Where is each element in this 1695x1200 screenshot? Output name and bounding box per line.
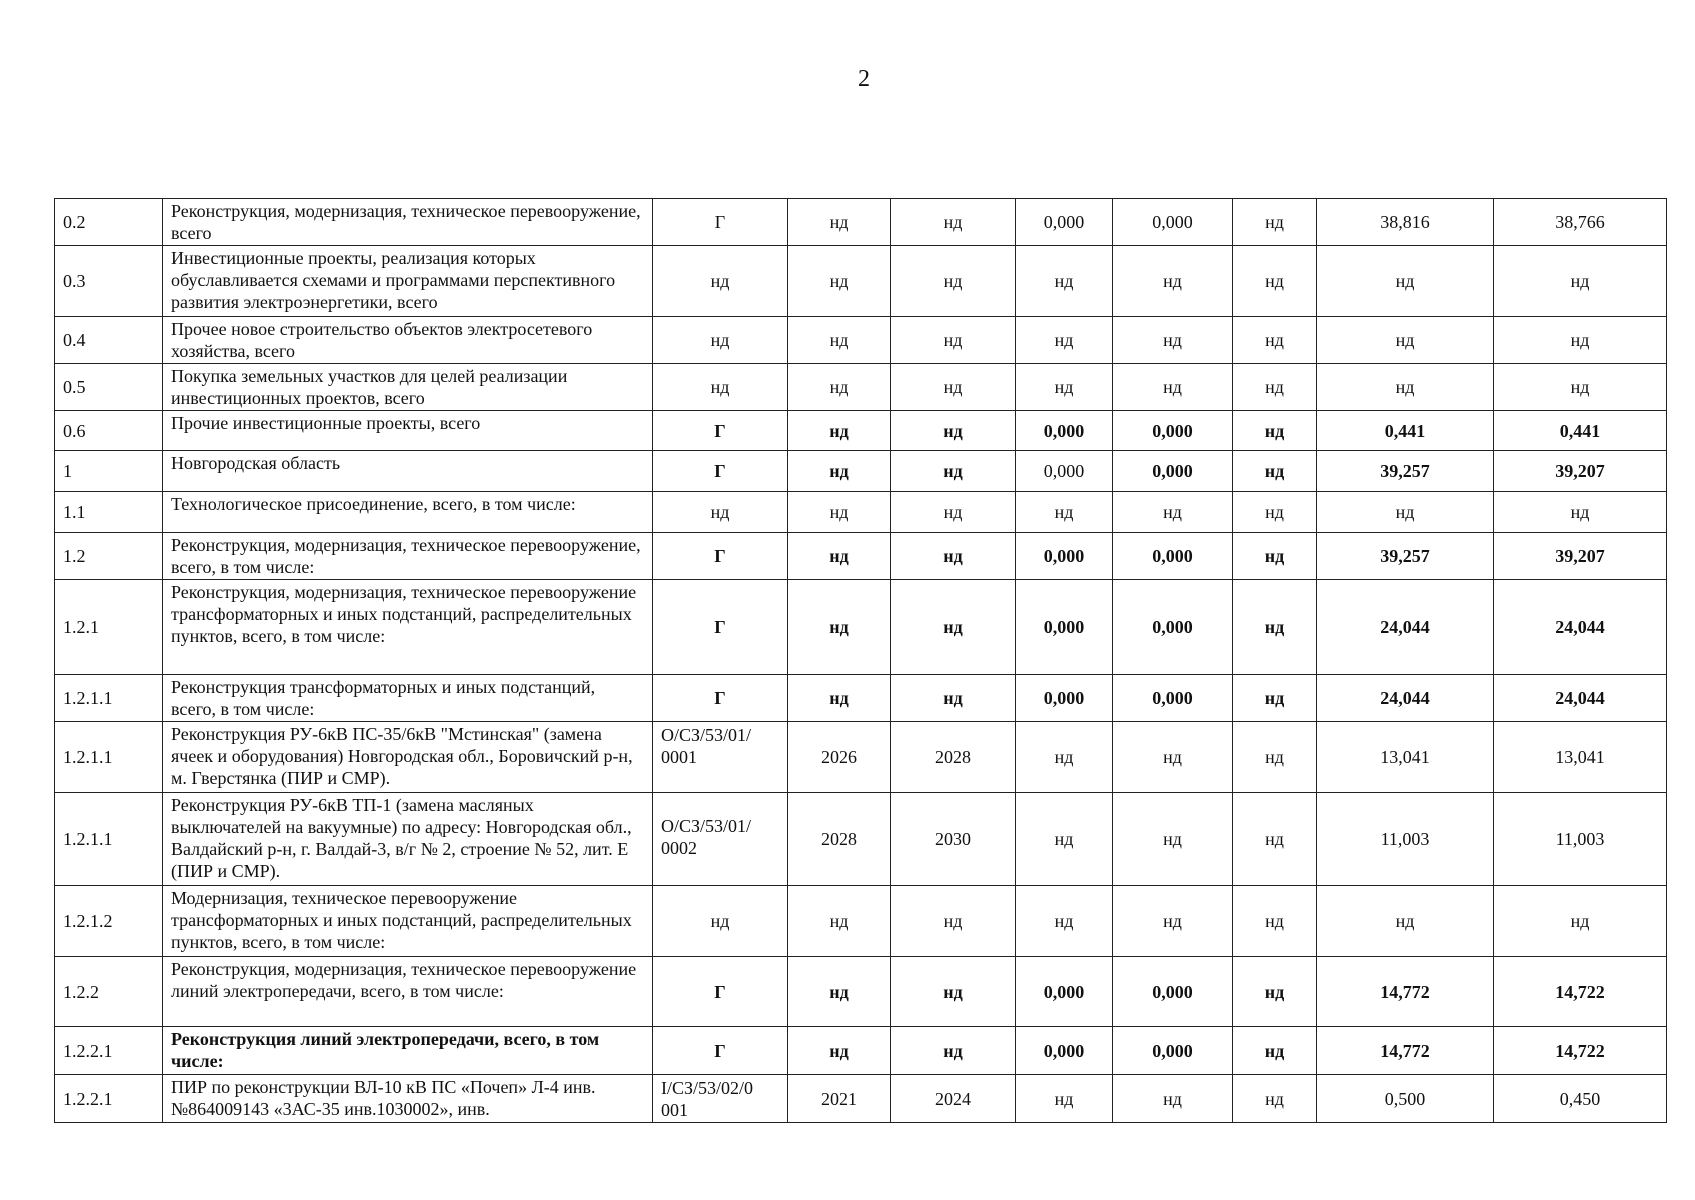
page-number: 2 [858, 66, 870, 92]
row-name: Реконструкция, модернизация, техническое перевооружение линий электропередачи, всего, в том числе: [163, 957, 653, 1027]
row-start-year: нд [788, 364, 891, 411]
row-value: 38,816 [1317, 199, 1494, 246]
row-value: нд [1233, 580, 1317, 675]
row-code: нд [653, 886, 788, 957]
row-number: 1.2.1.1 [55, 722, 163, 793]
row-value: 0,000 [1016, 533, 1113, 580]
row-name: Прочие инвестиционные проекты, всего [163, 411, 653, 451]
row-name: Реконструкция трансформаторных и иных подстанций, всего, в том числе: [163, 675, 653, 722]
table-row [55, 364, 1667, 411]
row-end-year: нд [891, 246, 1016, 317]
table-row [55, 957, 1667, 1027]
row-value: нд [1016, 1075, 1113, 1123]
table-row [55, 1075, 1667, 1123]
row-code: нд [653, 492, 788, 533]
row-value: нд [1233, 451, 1317, 492]
row-number: 0.2 [55, 199, 163, 246]
row-value: 13,041 [1317, 722, 1494, 793]
row-value: нд [1233, 317, 1317, 364]
row-value: нд [1494, 886, 1667, 957]
row-name: Новгородская область [163, 451, 653, 492]
row-code: I/СЗ/53/02/0 001 [653, 1075, 788, 1123]
row-value: 0,441 [1317, 411, 1494, 451]
row-start-year: нд [788, 451, 891, 492]
table-row [55, 492, 1667, 533]
row-end-year: нд [891, 533, 1016, 580]
row-value: 39,207 [1494, 451, 1667, 492]
row-value: 0,441 [1494, 411, 1667, 451]
row-name: Реконструкция, модернизация, техническое перевооружение, всего, в том числе: [163, 533, 653, 580]
row-value: нд [1016, 793, 1113, 886]
row-value: нд [1317, 246, 1494, 317]
table-row [55, 793, 1667, 886]
row-number: 0.3 [55, 246, 163, 317]
row-start-year: нд [788, 411, 891, 451]
row-value: 39,207 [1494, 533, 1667, 580]
row-value: 0,000 [1016, 199, 1113, 246]
table-row [55, 722, 1667, 793]
row-code: О/СЗ/53/01/ 0002 [653, 793, 788, 886]
row-value: нд [1113, 246, 1233, 317]
row-value: нд [1494, 317, 1667, 364]
row-start-year: нд [788, 199, 891, 246]
row-name: Инвестиционные проекты, реализация которых обуславливается схемами и программами перспективного развития электроэнергетики, всего [163, 246, 653, 317]
row-name: Реконструкция РУ-6кВ ПС-35/6кВ "Мстинская" (замена ячеек и оборудования) Новгородская обл., Боровичский р-н, м. Гверстянка (ПИР и СМР). [163, 722, 653, 793]
row-value: нд [1233, 1075, 1317, 1123]
row-start-year: 2026 [788, 722, 891, 793]
row-name: Реконструкция РУ-6кВ ТП-1 (замена масляных выключателей на вакуумные) по адресу: Новгородская обл., Валдайский р-н, г. Валдай-3, в/г № 2, строение № 52, лит. Е (ПИР и СМР). [163, 793, 653, 886]
row-end-year: нд [891, 957, 1016, 1027]
row-value: нд [1113, 793, 1233, 886]
row-end-year: нд [891, 492, 1016, 533]
row-start-year: нд [788, 886, 891, 957]
row-number: 1.2.2.1 [55, 1075, 163, 1123]
row-number: 1.2.1.2 [55, 886, 163, 957]
table-row [55, 451, 1667, 492]
row-number: 0.5 [55, 364, 163, 411]
row-value: нд [1233, 533, 1317, 580]
row-start-year: 2028 [788, 793, 891, 886]
row-value: нд [1113, 722, 1233, 793]
row-value: нд [1233, 886, 1317, 957]
table-row [55, 1027, 1667, 1075]
row-value: нд [1317, 492, 1494, 533]
row-end-year: нд [891, 317, 1016, 364]
table-row [55, 246, 1667, 317]
row-value: нд [1016, 886, 1113, 957]
row-value: 0,000 [1016, 580, 1113, 675]
row-value: нд [1233, 492, 1317, 533]
row-value: нд [1233, 199, 1317, 246]
row-value: 0,000 [1016, 411, 1113, 451]
row-value: нд [1233, 364, 1317, 411]
row-value: 11,003 [1494, 793, 1667, 886]
row-code: Г [653, 451, 788, 492]
row-code: Г [653, 675, 788, 722]
row-start-year: нд [788, 1027, 891, 1075]
row-name: Модернизация, техническое перевооружение трансформаторных и иных подстанций, распределительных пунктов, всего, в том числе: [163, 886, 653, 957]
row-name: Прочее новое строительство объектов электросетевого хозяйства, всего [163, 317, 653, 364]
row-end-year: нд [891, 364, 1016, 411]
row-number: 1.2 [55, 533, 163, 580]
table-row [55, 317, 1667, 364]
row-value: 0,000 [1113, 675, 1233, 722]
row-value: 0,000 [1113, 533, 1233, 580]
row-value: нд [1113, 317, 1233, 364]
row-code: Г [653, 411, 788, 451]
row-value: нд [1233, 675, 1317, 722]
row-start-year: нд [788, 580, 891, 675]
row-code: Г [653, 533, 788, 580]
row-value: 0,500 [1317, 1075, 1494, 1123]
row-start-year: нд [788, 492, 891, 533]
row-end-year: нд [891, 1027, 1016, 1075]
row-end-year: 2030 [891, 793, 1016, 886]
row-value: 24,044 [1317, 580, 1494, 675]
row-value: 11,003 [1317, 793, 1494, 886]
row-value: нд [1016, 317, 1113, 364]
row-code: Г [653, 580, 788, 675]
table-row [55, 199, 1667, 246]
row-end-year: нд [891, 886, 1016, 957]
row-name: Покупка земельных участков для целей реализации инвестиционных проектов, всего [163, 364, 653, 411]
row-name: Реконструкция линий электропередачи, всего, в том числе: [163, 1027, 653, 1075]
table-row [55, 675, 1667, 722]
row-end-year: нд [891, 675, 1016, 722]
row-number: 1 [55, 451, 163, 492]
row-start-year: 2021 [788, 1075, 891, 1123]
row-code: Г [653, 957, 788, 1027]
row-number: 0.4 [55, 317, 163, 364]
row-value: 13,041 [1494, 722, 1667, 793]
row-number: 0.6 [55, 411, 163, 451]
row-value: нд [1494, 492, 1667, 533]
row-end-year: нд [891, 580, 1016, 675]
row-number: 1.2.2.1 [55, 1027, 163, 1075]
row-value: 24,044 [1317, 675, 1494, 722]
row-value: нд [1113, 1075, 1233, 1123]
row-value: нд [1233, 1027, 1317, 1075]
row-end-year: нд [891, 411, 1016, 451]
row-code: Г [653, 1027, 788, 1075]
row-value: нд [1233, 722, 1317, 793]
row-value: 0,000 [1016, 451, 1113, 492]
row-value: нд [1317, 886, 1494, 957]
row-value: нд [1494, 364, 1667, 411]
row-value: 24,044 [1494, 580, 1667, 675]
row-end-year: нд [891, 199, 1016, 246]
row-value: 14,722 [1494, 957, 1667, 1027]
row-number: 1.1 [55, 492, 163, 533]
row-value: нд [1233, 793, 1317, 886]
row-value: 0,000 [1016, 1027, 1113, 1075]
row-name: ПИР по реконструкции ВЛ-10 кВ ПС «Почеп» Л-4 инв. №864009143 «3АС-35 инв.1030002», инв. [163, 1075, 653, 1123]
row-value: 0,000 [1113, 957, 1233, 1027]
row-number: 1.2.1.1 [55, 675, 163, 722]
row-value: нд [1494, 246, 1667, 317]
row-value: 0,000 [1113, 451, 1233, 492]
row-value: 38,766 [1494, 199, 1667, 246]
row-start-year: нд [788, 675, 891, 722]
row-value: нд [1113, 364, 1233, 411]
row-value: 14,772 [1317, 1027, 1494, 1075]
row-value: 14,722 [1494, 1027, 1667, 1075]
row-number: 1.2.1.1 [55, 793, 163, 886]
table-row [55, 411, 1667, 451]
row-value: нд [1016, 492, 1113, 533]
row-value: 0,450 [1494, 1075, 1667, 1123]
table-row [55, 886, 1667, 957]
row-end-year: 2028 [891, 722, 1016, 793]
row-start-year: нд [788, 957, 891, 1027]
row-value: нд [1113, 492, 1233, 533]
row-name: Технологическое присоединение, всего, в том числе: [163, 492, 653, 533]
row-value: 0,000 [1113, 199, 1233, 246]
row-start-year: нд [788, 246, 891, 317]
row-value: нд [1317, 364, 1494, 411]
table-row [55, 533, 1667, 580]
investment-program-table [54, 198, 1667, 1123]
row-number: 1.2.2 [55, 957, 163, 1027]
row-code: нд [653, 317, 788, 364]
row-value: нд [1317, 317, 1494, 364]
row-code: Г [653, 199, 788, 246]
row-value: 0,000 [1113, 1027, 1233, 1075]
row-value: нд [1016, 246, 1113, 317]
row-code: нд [653, 246, 788, 317]
row-value: 0,000 [1016, 675, 1113, 722]
row-value: нд [1113, 886, 1233, 957]
row-value: нд [1233, 246, 1317, 317]
row-name: Реконструкция, модернизация, техническое перевооружение трансформаторных и иных подстанций, распределительных пунктов, всего, в том числе: [163, 580, 653, 675]
row-end-year: нд [891, 451, 1016, 492]
row-value: нд [1233, 411, 1317, 451]
table-row [55, 580, 1667, 675]
row-start-year: нд [788, 317, 891, 364]
row-value: нд [1016, 722, 1113, 793]
row-value: 0,000 [1113, 580, 1233, 675]
row-number: 1.2.1 [55, 580, 163, 675]
row-value: 0,000 [1016, 957, 1113, 1027]
row-value: 24,044 [1494, 675, 1667, 722]
row-value: 0,000 [1113, 411, 1233, 451]
row-start-year: нд [788, 533, 891, 580]
row-value: 39,257 [1317, 451, 1494, 492]
row-code: О/СЗ/53/01/ 0001 [653, 722, 788, 793]
row-end-year: 2024 [891, 1075, 1016, 1123]
row-value: нд [1233, 957, 1317, 1027]
row-value: 14,772 [1317, 957, 1494, 1027]
row-value: 39,257 [1317, 533, 1494, 580]
row-value: нд [1016, 364, 1113, 411]
row-code: нд [653, 364, 788, 411]
row-name: Реконструкция, модернизация, техническое перевооружение, всего [163, 199, 653, 246]
